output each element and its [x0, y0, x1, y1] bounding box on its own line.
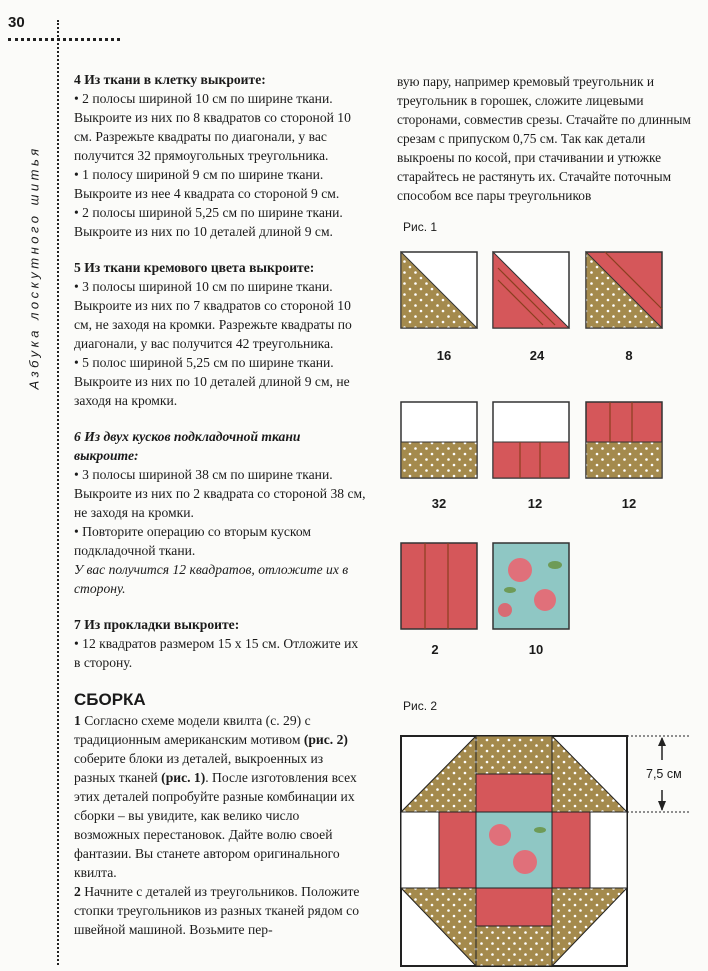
figure-count: 32 — [431, 496, 447, 511]
side-title: Азбука лоскутного шитья — [26, 145, 42, 390]
list-item: • 2 полосы шириной 5,25 см по ширине ткани. Выкроите из них по 10 деталей длиной 9 см. — [74, 205, 343, 239]
text: Начните с деталей из треугольников. Положите стопки треугольников из разных тканей рядом со швейной машиной. Возьмите пер- — [74, 884, 360, 937]
figure-ref: (рис. 2) — [303, 732, 348, 747]
list-item: • 12 квадратов размером 15 х 15 см. Отложите их в сторону. — [74, 636, 359, 670]
figure-count: 2 — [431, 642, 439, 657]
right-column-text: вую пару, например кремовый треугольник и треугольник в горошек, сложите лицевыми сторонами, совместив срезы. Стачайте по длинным срезам с припуском 0,75 см. Так как детали выкроены по косой, при стачивании и утюжке старайтесь не растянуть их. Стачайте поточным способом все пары треугольников — [397, 74, 691, 203]
quilt-block-figure — [401, 736, 627, 966]
figure-count: 16 — [436, 348, 452, 363]
figure-1-label: Рис. 1 — [403, 220, 438, 234]
block-red-dot-strip — [586, 402, 662, 478]
section-title: 6 Из двух кусков подкладочной ткани выкроите: — [74, 429, 301, 463]
block-cream-red-triangle — [493, 252, 569, 328]
list-item: • 5 полос шириной 5,25 см по ширине ткани. Выкроите из них по 10 деталей длиной 9 см, не заходя на кромки. — [74, 355, 350, 408]
page-number: 30 — [8, 14, 25, 31]
block-cream-dot-strip — [401, 402, 477, 478]
paragraph-number: 1 — [74, 713, 81, 728]
assembly-heading: СБОРКА — [74, 690, 146, 709]
text: соберите блоки из деталей, выкроенных из разных тканей — [74, 751, 324, 785]
figure-ref: (рис. 1) — [161, 770, 206, 785]
list-item: • Повторите операцию со вторым куском подкладочной ткани. — [74, 524, 311, 558]
list-item: • 2 полосы шириной 10 см по ширине ткани. Выкроите из них по 8 квадратов со стороной 10 см. Разрежьте квадраты по диагонали, у вас получится 32 прямоугольных треугольника. — [74, 91, 351, 163]
figure-count: 12 — [621, 496, 637, 511]
figure-count: 12 — [527, 496, 543, 511]
list-item: • 3 полосы шириной 38 см по ширине ткани. Выкроите из них по 2 квадрата со стороной 38 см, не заходя на кромки. — [74, 467, 366, 520]
section-note: У вас получится 12 квадратов, отложите их в сторону. — [74, 562, 349, 596]
block-red-dot-triangle — [586, 252, 662, 328]
figure-count: 24 — [529, 348, 545, 363]
section-title: 7 Из прокладки выкроите: — [74, 617, 240, 632]
figure-2-label: Рис. 2 — [403, 699, 438, 713]
figure-count: 8 — [625, 348, 633, 363]
section-title: 4 Из ткани в клетку выкроите: — [74, 72, 266, 87]
block-red-square — [401, 543, 477, 629]
list-item: • 3 полосы шириной 10 см по ширине ткани. Выкроите из них по 7 квадратов со стороной 10 см, не заходя на кромки. Разрежьте квадраты по диагонали, у вас получится 42 треугольника. — [74, 279, 352, 351]
figure-count: 10 — [528, 642, 544, 657]
dimension-label: 7,5 см — [646, 767, 682, 781]
block-cream-red-strip — [493, 402, 569, 478]
section-title: 5 Из ткани кремового цвета выкроите: — [74, 260, 315, 275]
paragraph-number: 2 — [74, 884, 81, 899]
list-item: • 1 полосу шириной 9 см по ширине ткани. Выкроите из нее 4 квадрата со стороной 9 см. — [74, 167, 340, 201]
block-floral-square — [493, 543, 569, 629]
text: . После изготовления всех этих деталей попробуйте разные комбинации их сборки – вы увидите, как велико число возможных перестановок. Дайте волю своей фантазии. Вы станете автором оригинального квилта. — [74, 770, 357, 880]
block-cream-dot-triangle — [401, 252, 477, 328]
text: Согласно схеме модели квилта (с. 29) с традиционным американским мотивом — [74, 713, 311, 747]
